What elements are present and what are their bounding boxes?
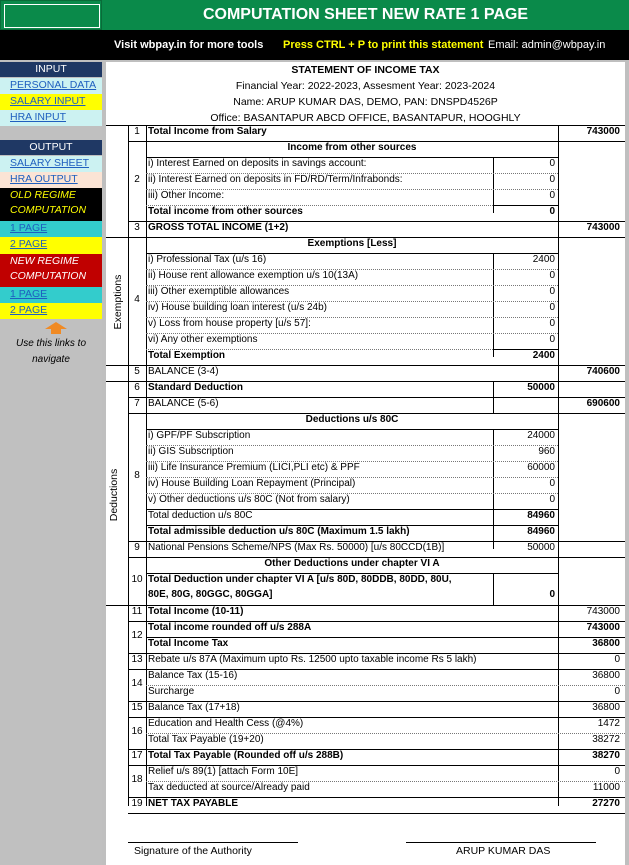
signature-name: ARUP KUMAR DAS	[456, 845, 551, 857]
row-label: i) Interest Earned on deposits in savings account:	[148, 158, 367, 169]
row-number: 19	[131, 798, 143, 809]
row-total: 743000	[586, 126, 620, 137]
statement-name-pan: Name: ARUP KUMAR DAS, DEMO, PAN: DNSPD4526P	[233, 96, 498, 108]
row-number: 6	[134, 382, 140, 393]
row-total: 0	[614, 766, 620, 777]
row-value: 2400	[532, 350, 555, 361]
section-header: Other Deductions under chapter VI A	[264, 558, 440, 569]
link-salary-sheet[interactable]: SALARY SHEET	[0, 156, 102, 172]
row-total: 743000	[586, 222, 620, 233]
row-value: 0	[549, 190, 555, 201]
row-label: ii) Interest Earned on deposits in FD/RD/Term/Infrabonds:	[148, 174, 403, 185]
link-new-regime-2-page[interactable]: 2 PAGE	[0, 303, 102, 319]
selected-cell[interactable]	[0, 0, 102, 30]
row-number: 2	[134, 174, 140, 185]
row-number: 3	[134, 222, 140, 233]
row-label: ii) GIS Subscription	[148, 446, 234, 457]
row-number: 8	[134, 470, 140, 481]
old-regime-label: OLD REGIME COMPUTATION	[0, 188, 102, 221]
row-label: Tax deducted at source/Already paid	[148, 782, 310, 793]
row-number: 1	[134, 126, 140, 137]
row-label: NET TAX PAYABLE	[148, 798, 239, 809]
row-label: Total Tax Payable (19+20)	[148, 734, 264, 745]
row-label: Rebate u/s 87A (Maximum upto Rs. 12500 upto taxable income Rs 5 lakh)	[148, 654, 477, 665]
row-total: 0	[614, 654, 620, 665]
row-label: National Pensions Scheme/NPS (Max Rs. 50000) [u/s 80CCD(1B)]	[148, 542, 445, 553]
row-number: 5	[134, 366, 140, 377]
row-value: 50000	[527, 382, 555, 393]
row-label: Total income from other sources	[148, 206, 303, 217]
row-label: Total Income from Salary	[148, 126, 267, 137]
row-total: 27270	[592, 798, 620, 809]
row-label: ii) House rent allowance exemption u/s 10(13A)	[148, 270, 359, 281]
row-label: iv) House Building Loan Repayment (Principal)	[148, 478, 356, 489]
row-label: Total deduction u/s 80C	[148, 510, 253, 521]
row-value: 0	[549, 494, 555, 505]
print-hint: Press CTRL + P to print this statement	[283, 39, 484, 51]
row-total: 1472	[597, 718, 620, 729]
row-total: 11000	[592, 782, 620, 793]
row-value: 0	[549, 318, 555, 329]
exemptions-side-label: Exemptions	[112, 274, 124, 330]
row-label: Balance Tax (17+18)	[148, 702, 240, 713]
statement-office: Office: BASANTAPUR ABCD OFFICE, BASANTAPUR, HOOGHLY	[210, 112, 521, 124]
row-number: 18	[131, 774, 143, 785]
row-label: Total Tax Payable (Rounded off u/s 288B)	[148, 750, 344, 761]
row-label: iii) Life Insurance Premium (LICI,PLI etc) & PPF	[148, 462, 360, 473]
section-header: Exemptions [Less]	[307, 238, 397, 249]
row-label: Total income rounded off u/s 288A	[148, 622, 312, 633]
row-label: Total Exemption	[148, 350, 226, 361]
row-value: 50000	[527, 542, 555, 553]
row-value: 0	[549, 270, 555, 281]
visit-text: Visit wbpay.in for more tools	[114, 39, 264, 51]
row-total: 740600	[586, 366, 620, 377]
sidebar-output-header: OUTPUT	[0, 140, 102, 155]
row-label: v) Loss from house property [u/s 57]:	[148, 318, 311, 329]
row-label: iii) Other exemptible allowances	[148, 286, 290, 297]
row-number: 12	[131, 630, 143, 641]
row-label: iv) House building loan interest (u/s 24b)	[148, 302, 327, 313]
row-value: 0	[549, 158, 555, 169]
row-total: 743000	[586, 606, 620, 617]
row-label: Education and Health Cess (@4%)	[148, 718, 304, 729]
row-label: vi) Any other exemptions	[148, 334, 258, 345]
row-number: 15	[131, 702, 143, 713]
row-number: 9	[134, 542, 140, 553]
row-value: 0	[549, 589, 555, 600]
row-value: 0	[549, 478, 555, 489]
row-number: 13	[131, 654, 143, 665]
page-title: COMPUTATION SHEET NEW RATE 1 PAGE	[102, 0, 629, 30]
row-total: 0	[614, 686, 620, 697]
statement-sheet	[106, 62, 625, 865]
row-label: Total Income Tax	[148, 638, 229, 649]
statement-years: Financial Year: 2022-2023, Assesment Year: 2023-2024	[235, 80, 496, 92]
row-label: Standard Deduction	[148, 382, 244, 393]
row-value: 84960	[527, 526, 555, 537]
row-label: Total Deduction under chapter VI A [u/s 80D, 80DDB, 80DD, 80U,	[148, 574, 452, 585]
link-hra-input[interactable]: HRA INPUT	[0, 110, 102, 126]
email-text: Email: admin@wbpay.in	[488, 39, 606, 51]
row-value: 24000	[527, 430, 555, 441]
sidebar-input-header: INPUT	[0, 62, 102, 77]
row-label: BALANCE (5-6)	[148, 398, 219, 409]
link-old-regime-1-page[interactable]: 1 PAGE	[0, 221, 102, 237]
row-total: 36800	[592, 670, 620, 681]
row-label: GROSS TOTAL INCOME (1+2)	[148, 222, 289, 233]
row-value: 0	[549, 302, 555, 313]
link-hra-output[interactable]: HRA OUTPUT	[0, 172, 102, 188]
link-personal-data[interactable]: PERSONAL DATA	[0, 78, 102, 94]
row-label: i) Professional Tax (u/s 16)	[148, 254, 267, 265]
row-number: 16	[131, 726, 143, 737]
row-label: v) Other deductions u/s 80C (Not from salary)	[148, 494, 350, 505]
row-value: 0	[549, 286, 555, 297]
row-total: 36800	[592, 702, 620, 713]
sidebar	[0, 0, 102, 865]
row-total: 36800	[592, 638, 620, 649]
deductions-side-label: Deductions	[108, 468, 120, 522]
row-value: 84960	[527, 510, 555, 521]
signature-authority: Signature of the Authority	[134, 845, 252, 857]
info-band	[102, 30, 629, 60]
row-label: i) GPF/PF Subscription	[148, 430, 251, 441]
section-header: Deductions u/s 80C	[305, 414, 399, 425]
row-label: Surcharge	[148, 686, 195, 697]
row-value: 0	[549, 334, 555, 345]
row-label: Balance Tax (15-16)	[148, 670, 238, 681]
navigation-note: Use this links to navigate	[15, 338, 87, 365]
row-value: 2400	[532, 254, 555, 265]
row-value: 0	[549, 206, 555, 217]
row-total: 38270	[592, 750, 620, 761]
row-label: Relief u/s 89(1) [attach Form 10E]	[148, 766, 299, 777]
row-total: 743000	[586, 622, 620, 633]
row-number: 4	[134, 294, 140, 305]
arrow-up-icon	[45, 322, 67, 334]
row-value: 60000	[527, 462, 555, 473]
row-number: 14	[131, 678, 143, 689]
section-header: Income from other sources	[287, 142, 417, 153]
row-number: 7	[134, 398, 140, 409]
statement-title: STATEMENT OF INCOME TAX	[291, 64, 440, 76]
row-label: Total Income (10-11)	[148, 606, 244, 617]
row-label: Total admissible deduction u/s 80C (Maximum 1.5 lakh)	[148, 526, 410, 537]
row-total: 38272	[592, 734, 620, 745]
new-regime-label: NEW REGIME COMPUTATION	[0, 254, 102, 287]
row-number: 10	[131, 574, 143, 585]
row-label: iii) Other Income:	[148, 190, 225, 201]
row-value: 960	[538, 446, 555, 457]
link-salary-input[interactable]: SALARY INPUT	[0, 94, 102, 110]
row-number: 11	[131, 606, 143, 617]
link-new-regime-1-page[interactable]: 1 PAGE	[0, 287, 102, 303]
row-total: 690600	[586, 398, 620, 409]
row-label: 80E, 80G, 80GGC, 80GGA]	[148, 589, 273, 600]
row-label: BALANCE (3-4)	[148, 366, 219, 377]
link-old-regime-2-page[interactable]: 2 PAGE	[0, 237, 102, 254]
sidebar-spacer	[0, 30, 102, 60]
row-value: 0	[549, 174, 555, 185]
row-number: 17	[131, 750, 143, 761]
